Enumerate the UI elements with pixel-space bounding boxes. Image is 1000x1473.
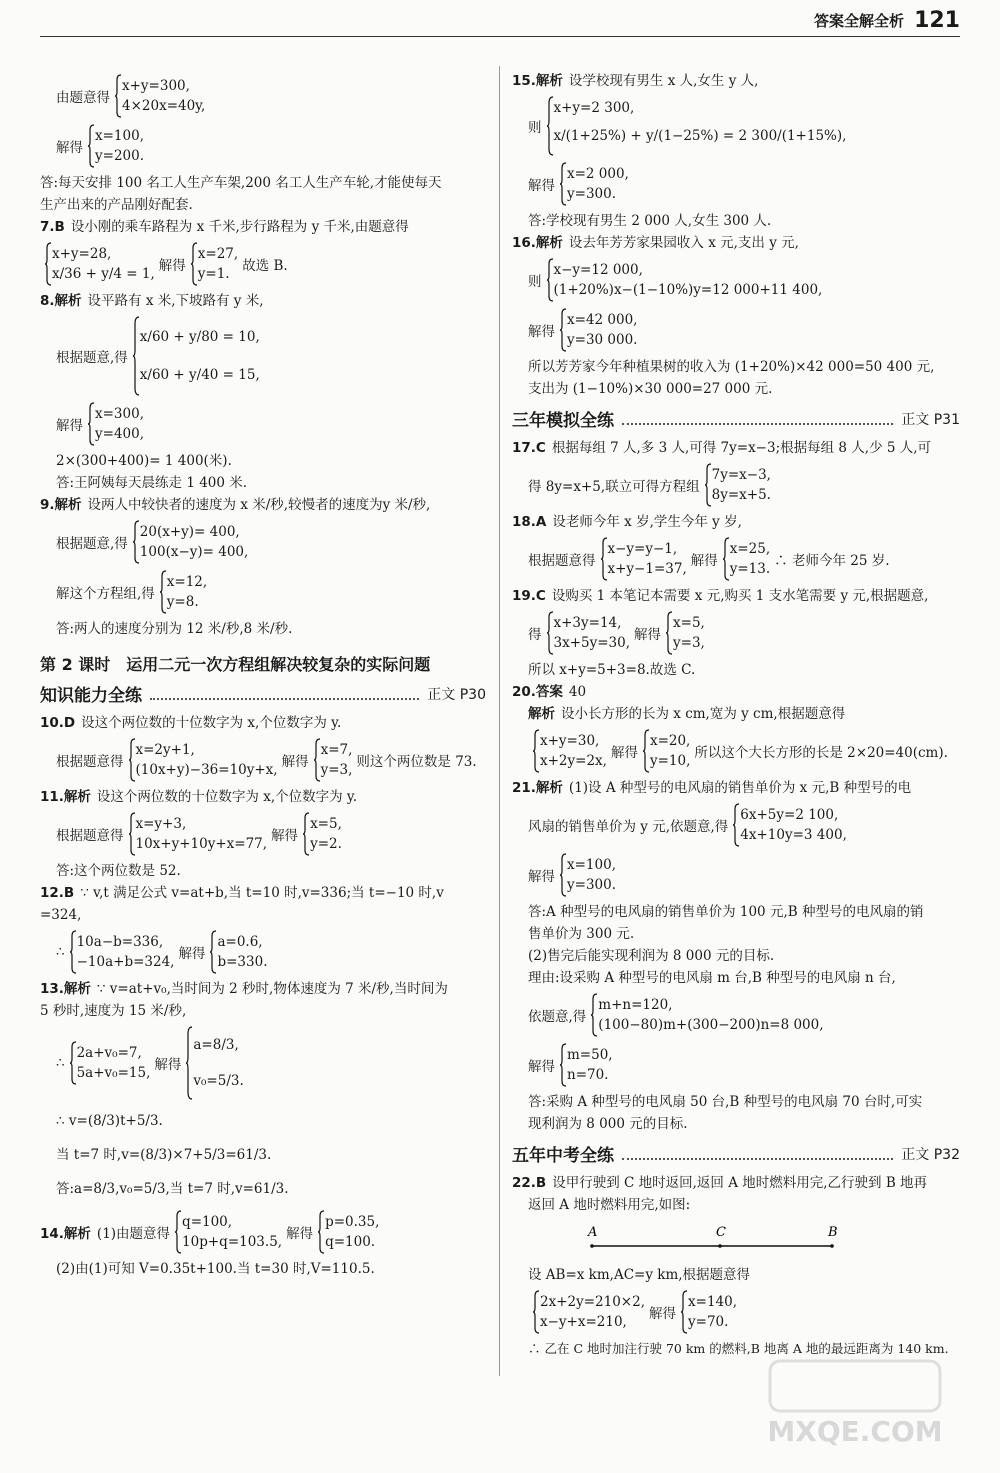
equation-system: x+y=30, x+2y=2x, xyxy=(532,729,607,773)
equation-system: m+n=120, (100−80)m+(300−200)n=8 000, xyxy=(590,993,823,1037)
answer-text: 所以芳芳家今年种植果树的收入为 (1+20%)×42 000=50 400 元, xyxy=(528,359,935,375)
answer-text: (2)售完后能实现利润为 8 000 元的目标. xyxy=(528,948,775,964)
question-7: 7.B 设小刚的乘车路程为 x 千米,步行路程为 y 千米,由题意得 xyxy=(40,219,409,235)
equation-system: x=5, y=2. xyxy=(302,812,342,856)
watermark-text: MXQE.COM xyxy=(767,1415,943,1448)
answer-text: ∴ 乙在 C 地时加注行驶 70 km 的燃料,B 地离 A 地的最远距离为 140 km. xyxy=(528,1341,949,1356)
question-16: 16.解析 设去年芳芳家果园收入 x 元,支出 y 元, xyxy=(512,235,799,251)
section-ref: 正文 P30 xyxy=(427,686,486,703)
equation-system: q=100, 10p+q=103.5, xyxy=(174,1210,282,1254)
answer-text: (2)由(1)可知 V=0.35t+100.当 t=30 时,V=110.5. xyxy=(56,1261,375,1277)
answer-17-eq: 得 8y=x+5,联立可得方程组 7y=x−3, 8y=x+5. xyxy=(512,461,960,509)
section-title: 知识能力全练 xyxy=(40,686,142,706)
question-10: 10.D 设这个两位数的十位数字为 x,个位数字为 y. xyxy=(40,715,342,731)
question-13-cont: 5 秒时,速度为 15 米/秒, xyxy=(40,1003,187,1019)
question-18: 18.A 设老师今年 x 岁,学生今年 y 岁, xyxy=(512,514,742,530)
equation-system: x=12, y=8. xyxy=(159,570,207,614)
answer-18-eq: 根据题意得 x−y=y−1, x+y−1=37, 解得 x=25, y=13. ∴ 老师今年 25 岁. xyxy=(512,535,960,583)
answer-15-solve: 解得 x=2 000, y=300. xyxy=(512,160,960,208)
question-20: 20.答案 40 xyxy=(512,684,587,700)
lesson-title: 第 2 课时 运用二元一次方程组解决较复杂的实际问题 xyxy=(40,655,431,674)
section-title: 五年中考全练 xyxy=(512,1146,614,1166)
label-c: C xyxy=(716,1225,726,1240)
section-ref: 正文 P31 xyxy=(901,411,960,428)
question-11: 11.解析 设这个两位数的十位数字为 x,个位数字为 y. xyxy=(40,789,358,805)
question-22-cont: 返回 A 地时燃料用完,如图: xyxy=(528,1197,691,1213)
equation-system: x=2y+1, (10x+y)−36=10y+x, xyxy=(128,738,278,782)
answer-text: 答:这个两位数是 52. xyxy=(56,863,181,879)
header-title: 答案全解全析 xyxy=(814,12,905,30)
equation-system: x−y=12 000, (1+20%)x−(1−10%)y=12 000+11 400, xyxy=(546,258,823,302)
column-divider xyxy=(499,66,500,1376)
equation-system: x=2 000, y=300. xyxy=(559,162,629,206)
equation-system: 2x+2y=210×2, x−y+x=210, xyxy=(532,1290,645,1334)
equation-system: x=7, y=3, xyxy=(313,738,353,782)
answer-text: 答:每天安排 100 名工人生产车架,200 名工人生产车轮,才能使每天 xyxy=(40,175,442,191)
section-title: 三年模拟全练 xyxy=(512,411,614,431)
answer-6-eq: 由题意得 x+y=300, 4×20x=40y, xyxy=(40,72,486,120)
equation-system: p=0.35, q=100. xyxy=(317,1210,379,1254)
question-12-cont: =324, xyxy=(40,907,82,923)
answer-16-solve: 解得 x=42 000, y=30 000. xyxy=(512,306,960,354)
equation-system: 2a+v₀=7, 5a+v₀=15, xyxy=(69,1041,151,1085)
answer-10-eq: 根据题意得 x=2y+1, (10x+y)−36=10y+x, 解得 x=7, y=3, 则这个两位数是 73. xyxy=(40,736,486,784)
equation-system: x=5, y=3, xyxy=(665,611,705,655)
question-9: 9.解析 设两人中较快者的速度为 x 米/秒,较慢者的速度为y 米/秒, xyxy=(40,497,431,513)
right-column xyxy=(512,70,960,1360)
answer-11-eq: 根据题意得 x=y+3, 10x+y+10y+x=77, 解得 x=5, y=2. xyxy=(40,810,486,858)
header-rule xyxy=(40,36,960,37)
equation-system: x=42 000, y=30 000. xyxy=(559,308,637,352)
formula-line: ∴ v=(8/3)t+5/3. xyxy=(56,1113,163,1129)
answer-8-eq: 根据题意,得 x/60 + y/80 = 10, x/60 + y/40 = 15, xyxy=(40,314,486,398)
equation-system: x+y=28, x/36 + y/4 = 1, xyxy=(44,242,155,286)
formula-line: 当 t=7 时,v=(8/3)×7+5/3=61/3. xyxy=(56,1147,272,1163)
question-21: 21.解析 (1)设 A 种型号的电风扇的销售单价为 x 元,B 种型号的电 xyxy=(512,780,912,796)
answer-14-eq: 14.解析 (1)由题意得 q=100, 10p+q=103.5, 解得 p=0.35, q=100. xyxy=(40,1208,486,1256)
answer-19-eq: 得 x+3y=14, 3x+5y=30, 解得 x=5, y=3, xyxy=(512,609,960,657)
equation-system: x=25, y=13. xyxy=(722,537,770,581)
equation-system: 10a−b=336, −10a+b=324, xyxy=(69,930,175,974)
answer-21-eq: 风扇的销售单价为 y 元,依题意,得 6x+5y=2 100, 4x+10y=3 400, xyxy=(512,801,960,849)
answer-12-eq: ∴ 10a−b=336, −10a+b=324, 解得 a=0.6, b=330. xyxy=(40,928,486,976)
equation-system: x=100, y=200. xyxy=(87,124,144,168)
equation-system: 6x+5y=2 100, 4x+10y=3 400, xyxy=(732,803,847,847)
equation-system: x=27, y=1. xyxy=(190,242,238,286)
equation-system: x/60 + y/80 = 10, x/60 + y/40 = 15, xyxy=(132,316,260,396)
page-number: 121 xyxy=(914,8,960,33)
equation-system: x=300, y=400, xyxy=(87,402,144,446)
section-dots xyxy=(150,688,419,700)
line-segment-diagram xyxy=(552,1222,960,1260)
answer-text: 支出为 (1−10%)×30 000=27 000 元. xyxy=(528,381,773,397)
answer-8-solve: 解得 x=300, y=400, xyxy=(40,400,486,448)
answer-13-eq: ∴ 2a+v₀=7, 5a+v₀=15, 解得 a=8/3, v₀=5/3. xyxy=(40,1024,486,1102)
equation-system: x=140, y=70. xyxy=(680,1290,737,1334)
equation-system: x+y=2 300, x/(1+25%) + y/(1−25%) = 2 300/(1+15%), xyxy=(546,96,847,156)
equation-system: 20(x+y)= 400, 100(x−y)= 400, xyxy=(132,520,249,564)
answer-text: 理由:设采购 A 种型号的电风扇 m 台,B 种型号的电风扇 n 台, xyxy=(528,970,896,986)
answer-20-eq: x+y=30, x+2y=2x, 解得 x=20, y=10, 所以这个大长方形的长是 2×20=40(cm). xyxy=(512,727,960,775)
point-b xyxy=(830,1244,834,1248)
answer-text: 所以 x+y=5+3=8.故选 C. xyxy=(528,662,696,678)
page-header xyxy=(814,8,960,33)
label-b: B xyxy=(828,1225,838,1240)
equation-system: x+3y=14, 3x+5y=30, xyxy=(546,611,631,655)
calc-line: 2×(300+400)= 1 400(米). xyxy=(56,453,232,469)
left-column xyxy=(40,70,486,1280)
answer-text: 答:采购 A 种型号的电风扇 50 台,B 种型号的电风扇 70 台时,可实 xyxy=(528,1094,923,1110)
answer-21-solve: 解得 x=100, y=300. xyxy=(512,851,960,899)
equation-system: 7y=x−3, 8y=x+5. xyxy=(704,463,771,507)
answer-text: 售单价为 300 元. xyxy=(528,926,635,942)
equation-system: x=20, y=10, xyxy=(642,729,690,773)
answer-20-explain: 解析 设小长方形的长为 x cm,宽为 y cm,根据题意得 xyxy=(528,706,846,722)
equation-system: a=8/3, v₀=5/3. xyxy=(185,1026,243,1100)
answer-9-eq: 根据题意,得 20(x+y)= 400, 100(x−y)= 400, xyxy=(40,518,486,566)
answer-7-eq: x+y=28, x/36 + y/4 = 1, 解得 x=27, y=1. 故选 B. xyxy=(40,240,486,288)
watermark-logo xyxy=(740,1353,970,1453)
answer-text: 答:a=8/3,v₀=5/3,当 t=7 时,v=61/3. xyxy=(56,1181,289,1197)
section-header xyxy=(40,681,486,706)
answer-21-solve2: 解得 m=50, n=70. xyxy=(512,1041,960,1089)
answer-text: 答:A 种型号的电风扇的销售单价为 100 元,B 种型号的电风扇的销 xyxy=(528,904,924,920)
section-dots xyxy=(622,413,893,425)
answer-21-eq2: 依题意,得 m+n=120, (100−80)m+(300−200)n=8 000, xyxy=(512,991,960,1039)
answer-22-eq: 2x+2y=210×2, x−y+x=210, 解得 x=140, y=70. xyxy=(512,1288,960,1336)
equation-system: x+y=300, 4×20x=40y, xyxy=(114,74,205,118)
answer-text: 现利润为 8 000 元的目标. xyxy=(528,1116,688,1132)
answer-text: 生产出来的产品刚好配套. xyxy=(40,197,193,213)
question-12: 12.B ∵ v,t 满足公式 v=at+b,当 t=10 时,v=336;当 t=−10 时,v xyxy=(40,885,444,901)
point-a xyxy=(590,1244,594,1248)
question-22: 22.B 设甲行驶到 C 地时返回,返回 A 地时燃料用完,乙行驶到 B 地再 xyxy=(512,1175,928,1191)
question-13: 13.解析 ∵ v=at+v₀,当时间为 2 秒时,物体速度为 7 米/秒,当时间为 xyxy=(40,981,448,997)
section-ref: 正文 P32 xyxy=(901,1146,960,1163)
equation-system: x=100, y=300. xyxy=(559,853,616,897)
section-header xyxy=(512,406,960,431)
answer-9-solve: 解这个方程组,得 x=12, y=8. xyxy=(40,568,486,616)
answer-15-eq: 则 x+y=2 300, x/(1+25%) + y/(1−25%) = 2 300/(1+15%), xyxy=(512,94,960,158)
section-dots xyxy=(622,1148,893,1160)
question-19: 19.C 设购买 1 本笔记本需要 x 元,购买 1 支水笔需要 y 元,根据题意, xyxy=(512,588,929,604)
question-15: 15.解析 设学校现有男生 x 人,女生 y 人, xyxy=(512,73,759,89)
answer-6-solve: 解得 x=100, y=200. xyxy=(40,122,486,170)
answer-16-eq: 则 x−y=12 000, (1+20%)x−(1−10%)y=12 000+11 400, xyxy=(512,256,960,304)
answer-text: 设 AB=x km,AC=y km,根据题意得 xyxy=(528,1267,751,1283)
equation-system: x−y=y−1, x+y−1=37, xyxy=(600,537,687,581)
question-8: 8.解析 设平路有 x 米,下坡路有 y 米, xyxy=(40,293,264,309)
answer-text: 答:学校现有男生 2 000 人,女生 300 人. xyxy=(528,213,772,229)
label-a: A xyxy=(588,1225,598,1240)
equation-system: x=y+3, 10x+y+10y+x=77, xyxy=(128,812,268,856)
answer-text: 答:两人的速度分别为 12 米/秒,8 米/秒. xyxy=(56,621,293,637)
point-c xyxy=(718,1244,722,1248)
section-header xyxy=(512,1141,960,1166)
question-17: 17.C 根据每组 7 人,多 3 人,可得 7y=x−3;根据每组 8 人,少 5 人,可 xyxy=(512,440,932,456)
equation-system: m=50, n=70. xyxy=(559,1043,613,1087)
equation-system: a=0.6, b=330. xyxy=(209,930,267,974)
answer-text: 答:王阿姨每天晨练走 1 400 米. xyxy=(56,475,248,491)
